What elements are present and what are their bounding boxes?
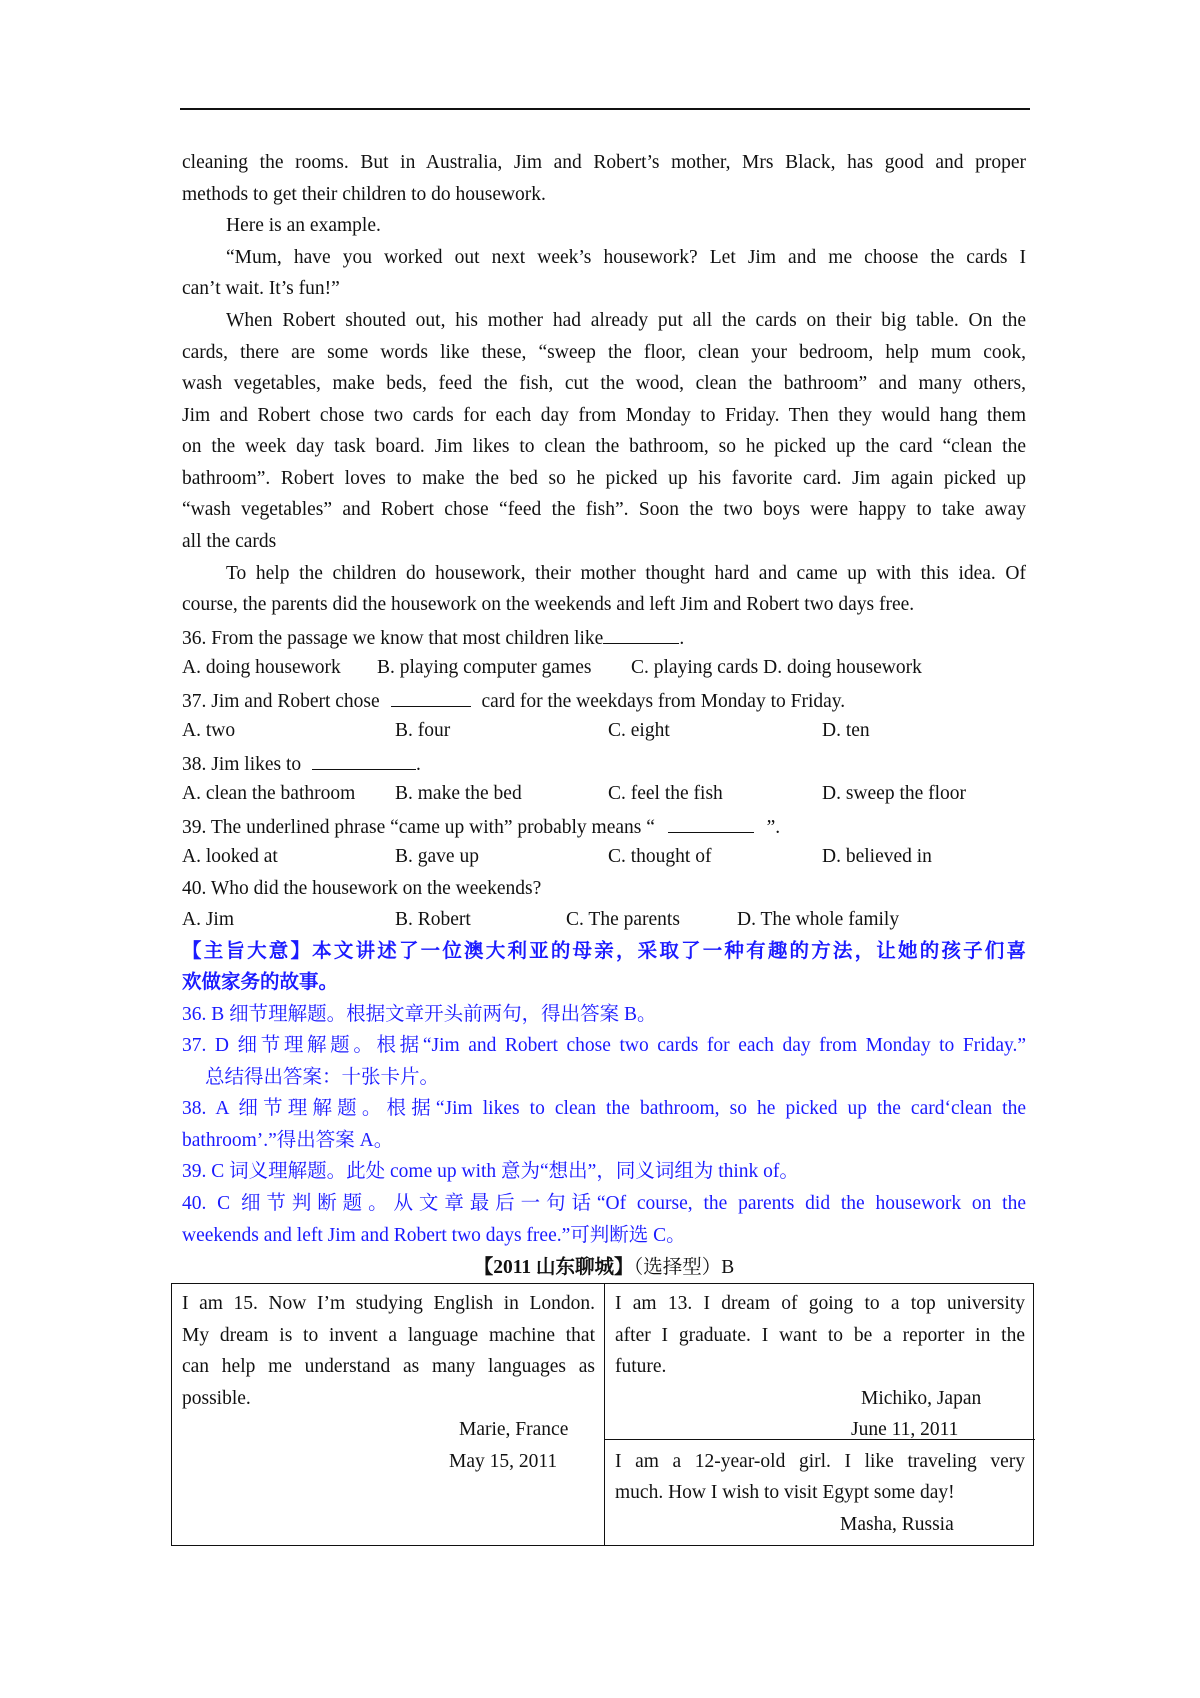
answer-explanation-37: 37. D 细节理解题。根据“Jim and Robert chose two cards for each day from Monday to Friday.” bbox=[182, 1035, 1026, 1056]
question-36-stem: 36. From the passage we know that most children like bbox=[182, 628, 604, 649]
passage-line: bathroom”. Robert loves to make the bed so he picked up his favorite card. Jim again picked up bbox=[182, 468, 1026, 489]
passage-line: cleaning the rooms. But in Australia, Jim and Robert’s mother, Mrs Black, has good and proper bbox=[182, 152, 1026, 173]
passage-line: wash vegetables, make beds, feed the fish, cut the wood, clean the bathroom” and many others, bbox=[182, 373, 1026, 394]
marie-text-line: My dream is to invent a language machine that bbox=[182, 1325, 595, 1346]
section-heading bbox=[182, 1256, 1026, 1280]
question-37-stem-rest: card for the weekdays from Monday to Friday. bbox=[481, 691, 846, 712]
passage-line: course, the parents did the housework on the weekends and left Jim and Robert two days free. bbox=[182, 594, 915, 615]
option: B. Robert bbox=[395, 909, 471, 930]
answer-blank bbox=[391, 688, 471, 707]
question-38-end: . bbox=[416, 754, 421, 775]
answer-blank bbox=[603, 625, 679, 644]
michiko-text-line: I am 13. I dream of going to a top university bbox=[615, 1293, 1025, 1314]
masha-text-line: I am a 12-year-old girl. I like traveling very bbox=[615, 1451, 1025, 1472]
question-36 bbox=[182, 625, 1026, 651]
option: A. two bbox=[182, 720, 236, 741]
option: D. The whole family bbox=[737, 909, 900, 930]
passage-line: cards, there are some words like these, “sweep the floor, clean your bedroom, help mum cook, bbox=[182, 342, 1026, 363]
question-39-end: ”. bbox=[766, 817, 781, 838]
answer-blank bbox=[668, 814, 754, 833]
passage-line: “Mum, have you worked out next week’s housework? Let Jim and me choose the cards I bbox=[226, 247, 1026, 268]
option: B. make the bed bbox=[395, 783, 522, 804]
option: A. Jim bbox=[182, 909, 235, 930]
summary-line: 【主旨大意】本文讲述了一位澳大利亚的母亲，采取了一种有趣的方法，让她的孩子们喜 bbox=[182, 941, 1026, 962]
option: C. feel the fish bbox=[608, 783, 723, 804]
option: B. gave up bbox=[395, 846, 479, 867]
summary-line: 欢做家务的故事。 bbox=[182, 972, 339, 993]
letters-table bbox=[171, 1283, 1034, 1546]
table-divider-horizontal bbox=[604, 1439, 1035, 1440]
table-divider-vertical bbox=[604, 1284, 605, 1545]
passage-line: “wash vegetables” and Robert chose “feed the fish”. Soon the two boys were happy to take away bbox=[182, 499, 1026, 520]
marie-text-line: possible. bbox=[182, 1388, 251, 1409]
passage-line: When Robert shouted out, his mother had already put all the cards on their big table. On the bbox=[226, 310, 1026, 331]
question-39 bbox=[182, 814, 1026, 840]
marie-signature: Marie, France bbox=[459, 1419, 569, 1440]
answer-explanation-37-cont: 总结得出答案：十张卡片。 bbox=[205, 1067, 440, 1088]
option: C. thought of bbox=[608, 846, 712, 867]
passage-line: on the week day task board. Jim likes to clean the bathroom, so he picked up the card “clean the bbox=[182, 436, 1026, 457]
answer-explanation-36: 36. B 细节理解题。根据文章开头前两句，得出答案 B。 bbox=[182, 1004, 657, 1025]
passage-line: can’t wait. It’s fun!” bbox=[182, 278, 340, 299]
passage-line: Here is an example. bbox=[226, 215, 381, 236]
question-36-end: . bbox=[679, 628, 685, 649]
question-39-stem: 39. The underlined phrase “came up with” probably means “ bbox=[182, 817, 655, 838]
option: D. sweep the floor bbox=[822, 783, 967, 804]
option: A. clean the bathroom bbox=[182, 783, 356, 804]
question-37 bbox=[182, 688, 1026, 714]
option: A. looked at bbox=[182, 846, 278, 867]
passage-line: To help the children do housework, their mother thought hard and came up with this idea. Of bbox=[226, 563, 1026, 584]
option: D. believed in bbox=[822, 846, 932, 867]
answer-explanation-38: 38. A 细节理解题。根据“Jim likes to clean the bathroom, so he picked up the card‘clean the bbox=[182, 1098, 1026, 1119]
michiko-text-line: after I graduate. I want to be a reporter in the bbox=[615, 1325, 1025, 1346]
masha-text-line: much. How I wish to visit Egypt some day! bbox=[615, 1482, 955, 1503]
michiko-signature: Michiko, Japan bbox=[861, 1388, 982, 1409]
answer-explanation-40: 40. C 细节判断题。从文章最后一句话“Of course, the parents did the housework on the bbox=[182, 1193, 1026, 1214]
option: C. eight bbox=[608, 720, 670, 741]
option: B. playing computer games bbox=[377, 657, 592, 678]
masha-signature: Masha, Russia bbox=[840, 1514, 954, 1535]
header-rule bbox=[180, 108, 1030, 110]
question-37-stem: 37. Jim and Robert chose bbox=[182, 691, 380, 712]
answer-explanation-40-cont: weekends and left Jim and Robert two days free.”可判断选 C。 bbox=[182, 1225, 686, 1246]
passage-line: Jim and Robert chose two cards for each day from Monday to Friday. Then they would hang them bbox=[182, 405, 1026, 426]
option: C. playing cards D. doing housework bbox=[631, 657, 922, 678]
option: D. ten bbox=[822, 720, 870, 741]
michiko-text-line: future. bbox=[615, 1356, 667, 1377]
option: C. The parents bbox=[566, 909, 680, 930]
section-heading-source: 【2011 山东聊城】 bbox=[473, 1257, 634, 1278]
marie-text-line: can help me understand as many languages as bbox=[182, 1356, 595, 1377]
marie-date: May 15, 2011 bbox=[449, 1451, 558, 1472]
answer-blank bbox=[312, 751, 416, 770]
question-40: 40. Who did the housework on the weekends? bbox=[182, 878, 542, 899]
question-38-stem: 38. Jim likes to bbox=[182, 754, 302, 775]
passage-line: methods to get their children to do housework. bbox=[182, 184, 546, 205]
option: B. four bbox=[395, 720, 451, 741]
passage-line: all the cards bbox=[182, 531, 277, 552]
marie-text-line: I am 15. Now I’m studying English in London. bbox=[182, 1293, 595, 1314]
option: A. doing housework bbox=[182, 657, 341, 678]
answer-explanation-39: 39. C 词义理解题。此处 come up with 意为“想出”，同义词组为 think of。 bbox=[182, 1161, 799, 1182]
michiko-date: June 11, 2011 bbox=[851, 1419, 959, 1440]
section-heading-type: （选择型）B bbox=[633, 1257, 735, 1278]
answer-explanation-38-cont: bathroom’.”得出答案 A。 bbox=[182, 1130, 394, 1151]
question-38 bbox=[182, 751, 1026, 777]
